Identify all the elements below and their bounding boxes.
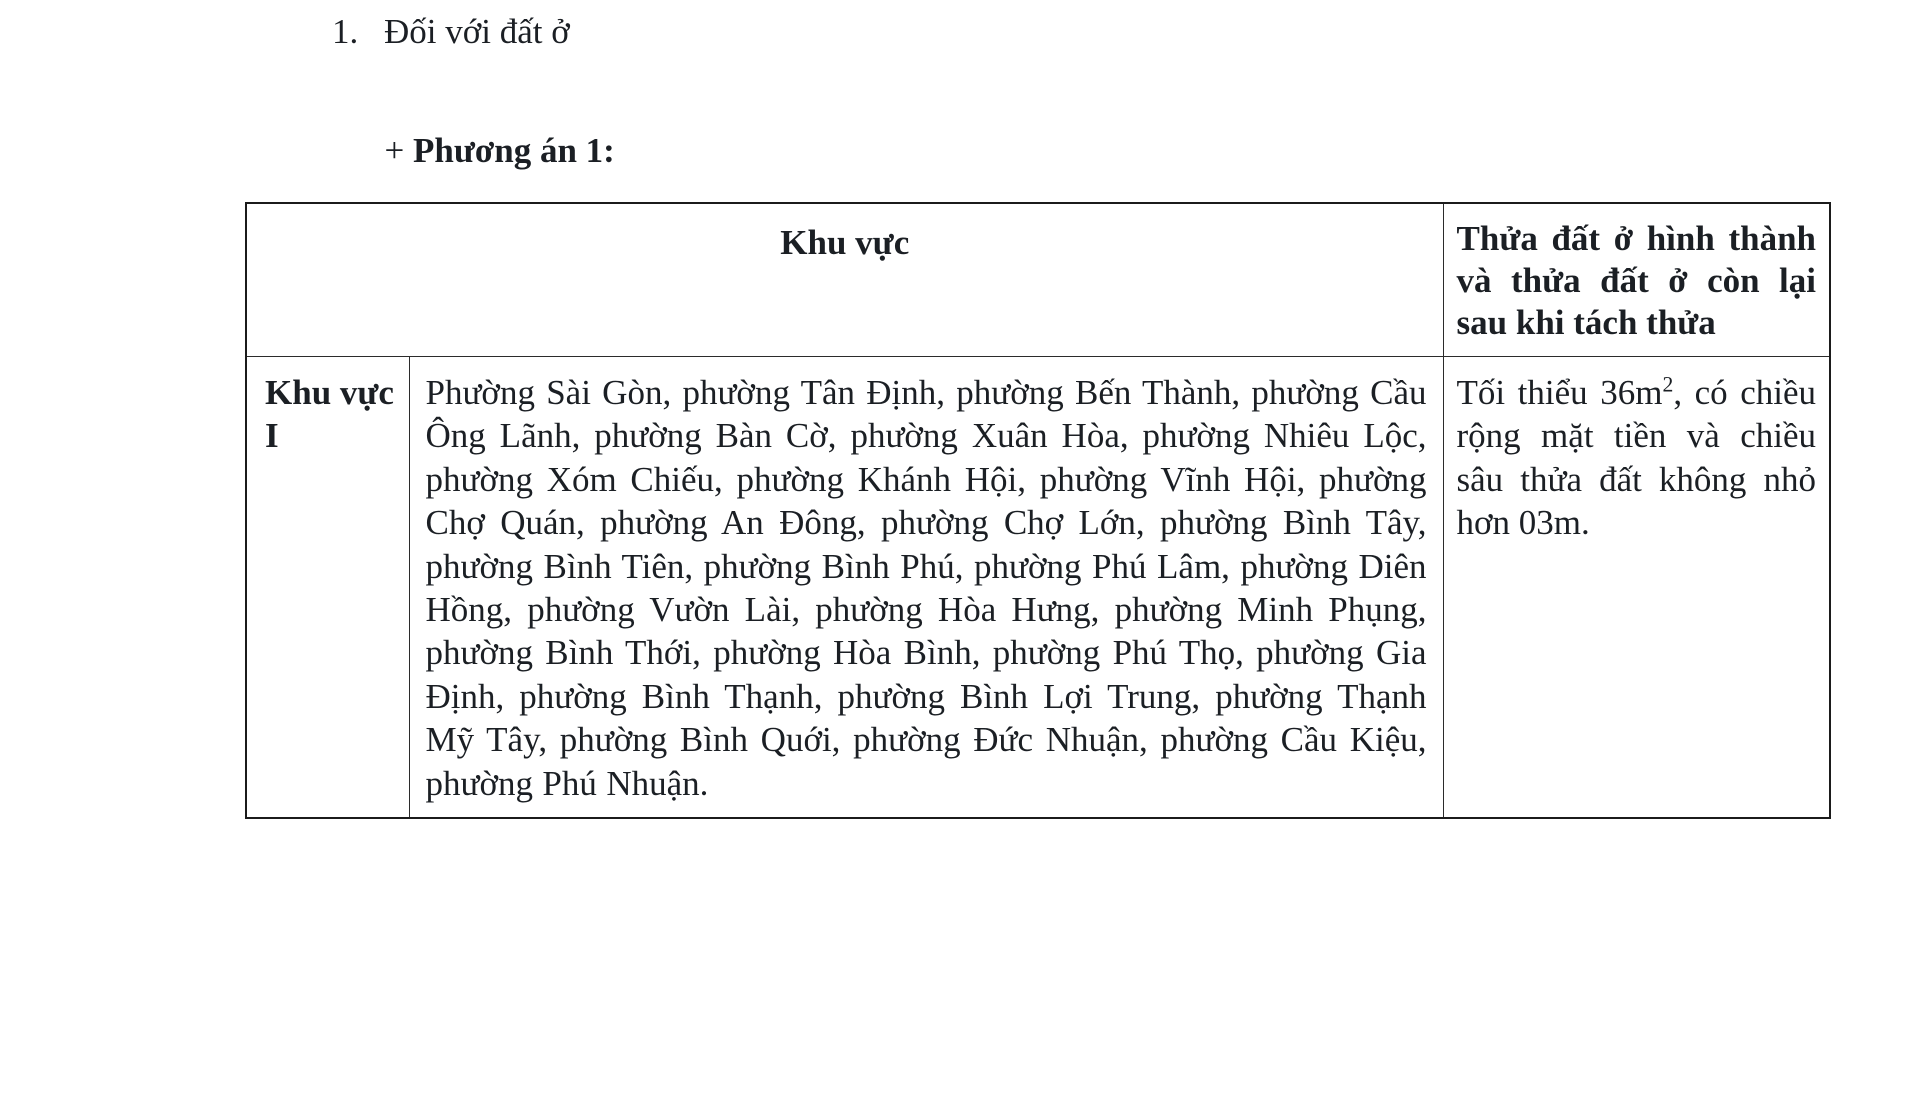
square-meter-superscript: 2 xyxy=(1662,372,1674,397)
table-header-row xyxy=(246,203,1830,357)
cell-requirement xyxy=(1443,357,1830,818)
requirement-text xyxy=(1444,357,1830,557)
numbered-heading xyxy=(332,0,1532,55)
headings-block xyxy=(332,0,1532,218)
option-heading xyxy=(332,55,1532,218)
requirement-text-part2: , có chiều rộng mặt tiền và chiều sâu thửa đất không nhỏ hơn 03m. xyxy=(1456,373,1817,543)
heading-number: 1. xyxy=(332,12,359,51)
heading-text: Đối với đất ở xyxy=(384,12,570,51)
header-label-requirement: Thửa đất ở hình thành và thửa đất ở còn lại sau khi tách thửa xyxy=(1456,219,1817,342)
option-heading-prefix: + xyxy=(384,130,413,170)
header-cell-requirement xyxy=(1443,203,1830,357)
wards-list: Phường Sài Gòn, phường Tân Định, phường Bến Thành, phường Cầu Ông Lãnh, phường Bàn Cờ, phường Xuân Hòa, phường Nhiêu Lộc, phường Xóm Chiếu, phường Khánh Hội, phường Vĩnh Hội, phường Chợ Quán, phường An Đông, phường Chợ Lớn, phường Bình Tây, phường Bình Tiên, phường Bình Phú, phường Phú Lâm, phường Diên Hồng, phường Vườn Lài, phường Hòa Hưng, phường Minh Phụng, phường Bình Thới, phường Hòa Bình, phường Phú Thọ, phường Gia Định, phường Bình Thạnh, phường Bình Lợi Trung, phường Thạnh Mỹ Tây, phường Bình Quới, phường Đức Nhuận, phường Cầu Kiệu, phường Phú Nhuận. xyxy=(425,373,1427,803)
table-row xyxy=(246,357,1830,818)
zone-label: Khu vực I xyxy=(265,373,394,456)
requirement-text-part1: Tối thiểu 36m xyxy=(1456,373,1663,412)
cell-wards xyxy=(409,357,1443,818)
header-cell-area xyxy=(246,203,1443,357)
land-subdivision-table xyxy=(245,202,1831,819)
cell-zone xyxy=(246,357,409,818)
header-label-khu-vuc: Khu vực xyxy=(780,223,910,262)
option-heading-label: Phương án 1: xyxy=(413,130,615,170)
